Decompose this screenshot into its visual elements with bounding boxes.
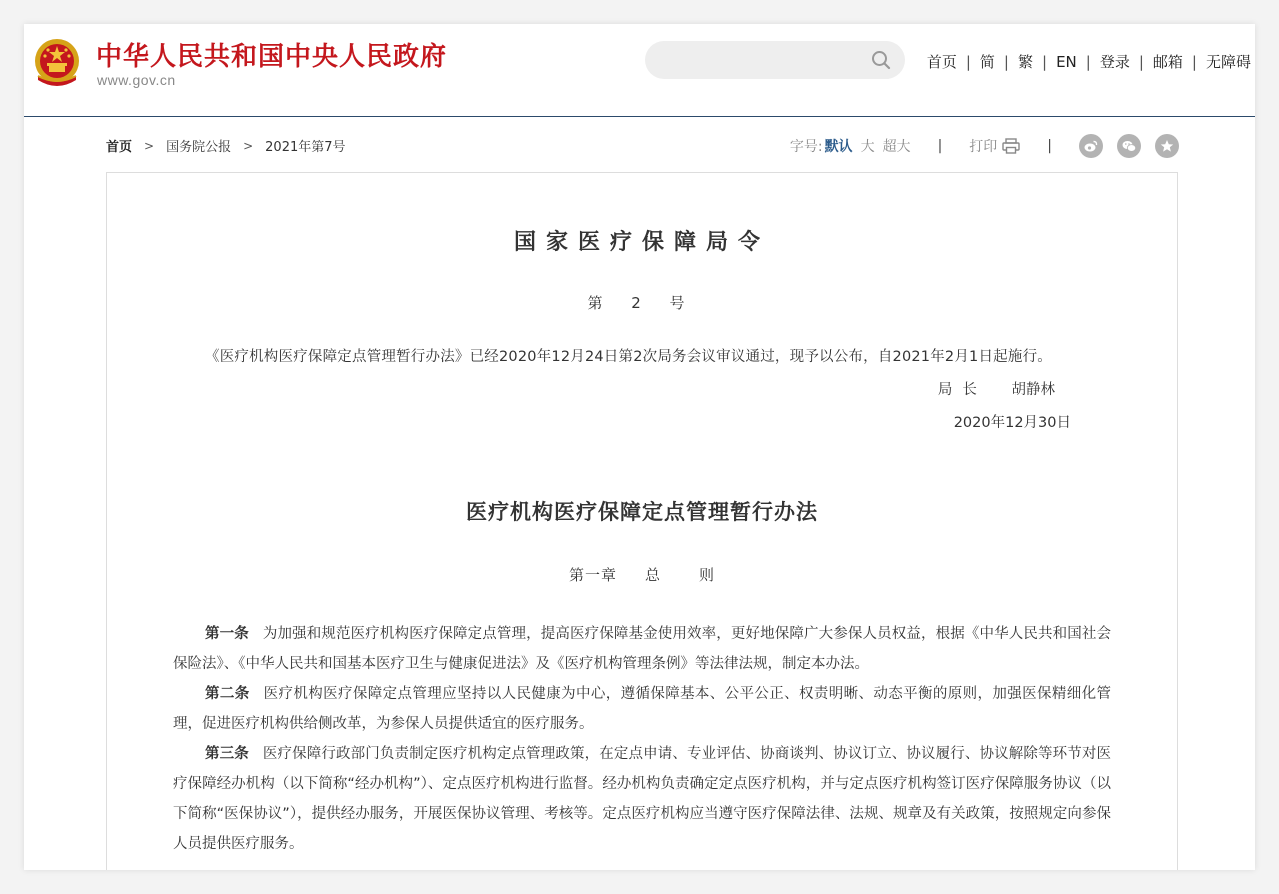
top-nav	[927, 51, 1251, 72]
nav-mail-link[interactable]: 邮箱	[1152, 53, 1183, 71]
nav-separator: |	[1085, 52, 1091, 71]
article-text: 为加强和规范医疗机构医疗保障定点管理，提高医疗保障基金使用效率，更好地保障广大参保人员权益，根据《中华人民共和国社会保险法》、《中华人民共和国基本医疗卫生与健康促进法》及《医疗机构管理条例》等法律法规，制定本办法。	[173, 626, 1111, 672]
toolbar	[24, 117, 1255, 173]
chapter-number: 第一章	[568, 566, 617, 584]
site-name[interactable]: 中华人民共和国中央人民政府	[96, 42, 448, 72]
site-url: www.gov.cn	[97, 72, 176, 88]
favorite-icon[interactable]	[1155, 134, 1179, 158]
wechat-icon[interactable]	[1117, 134, 1141, 158]
article-paragraph	[173, 739, 1111, 859]
chevron-right-icon: >	[144, 138, 155, 153]
site-header	[24, 24, 1255, 117]
nav-traditional-link[interactable]: 繁	[1017, 53, 1033, 71]
font-size-xlarge-option[interactable]: 超大	[882, 139, 911, 155]
font-size-large-option[interactable]: 大	[860, 139, 875, 155]
nav-separator: |	[965, 52, 971, 71]
search-box	[645, 41, 905, 79]
national-emblem-icon[interactable]	[32, 36, 82, 90]
page-tools	[790, 134, 1179, 158]
nav-separator: |	[1003, 52, 1009, 71]
chapter-name-part1: 总	[644, 566, 661, 584]
weibo-icon[interactable]	[1079, 134, 1103, 158]
article-text: 医疗保障行政部门负责制定医疗机构定点管理政策，在定点申请、专业评估、协商谈判、协议订立、协议履行、协议解除等环节对医疗保障经办机构（以下简称“经办机构”）、定点医疗机构进行监督。经办机构负责确定定点医疗机构，并与定点医疗机构签订医疗保障服务协议（以下简称“医保协议”），提供经办服务，开展医保协议管理、考核等。定点医疗机构应当遵守医疗保障法律、法规、规章及有关政策，按照规定向参保人员提供医疗服务。	[173, 746, 1111, 852]
breadcrumb-home-link[interactable]: 首页	[106, 140, 133, 155]
order-title: 国家医疗保障局令	[513, 229, 770, 255]
chevron-right-icon: >	[243, 138, 254, 153]
articles	[107, 619, 1177, 859]
printer-icon[interactable]	[1002, 138, 1020, 154]
tools-separator: |	[1047, 138, 1052, 154]
font-size-default-option[interactable]: 默认	[824, 139, 853, 155]
nav-separator: |	[1138, 52, 1144, 71]
print-button[interactable]: 打印	[969, 139, 998, 155]
signature-line	[107, 378, 1177, 399]
breadcrumb	[106, 136, 346, 155]
nav-accessibility-link[interactable]: 无障碍	[1205, 53, 1251, 71]
nav-english-link[interactable]: EN	[1056, 52, 1077, 71]
tools-separator: |	[937, 138, 943, 154]
article-content	[106, 172, 1178, 870]
article-heading: 第三条	[205, 746, 249, 762]
article-paragraph	[173, 619, 1111, 679]
page	[24, 24, 1255, 870]
chapter-name-part2: 则	[699, 566, 716, 584]
nav-separator: |	[1042, 52, 1048, 71]
signer-name: 胡静林	[1011, 382, 1055, 398]
nav-home-link[interactable]: 首页	[926, 53, 957, 71]
nav-simplified-link[interactable]: 简	[979, 53, 995, 71]
order-text: 《医疗机构医疗保障定点管理暂行办法》已经2020年12月24日第2次局务会议审议通过，现予以公布，自2021年2月1日起施行。	[205, 349, 1052, 365]
order-number: 第 2 号	[587, 294, 697, 312]
search-input[interactable]	[659, 49, 863, 73]
breadcrumb-issue-link[interactable]: 2021年第7号	[265, 140, 346, 155]
sign-date: 2020年12月30日	[953, 415, 1071, 431]
font-size-label: 字号:	[789, 139, 823, 155]
article-heading: 第二条	[205, 686, 250, 702]
chapter-title	[107, 564, 1177, 585]
breadcrumb-gazette-link[interactable]: 国务院公报	[166, 140, 232, 155]
article-heading: 第一条	[205, 626, 249, 642]
article-paragraph	[173, 679, 1111, 739]
signer-title: 局长	[937, 382, 987, 398]
article-text: 医疗机构医疗保障定点管理应坚持以人民健康为中心，遵循保障基本、公平公正、权责明晰、动态平衡的原则，加强医保精细化管理，促进医疗机构供给侧改革，为参保人员提供适宜的医疗服务。	[173, 686, 1112, 732]
nav-separator: |	[1191, 52, 1197, 71]
nav-login-link[interactable]: 登录	[1099, 53, 1130, 71]
search-icon[interactable]	[871, 50, 891, 70]
law-title: 医疗机构医疗保障定点管理暂行办法	[466, 499, 818, 524]
